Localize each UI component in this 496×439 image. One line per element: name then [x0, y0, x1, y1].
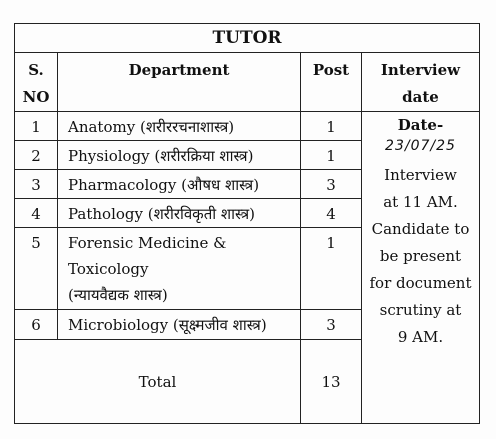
row-sno: 6	[15, 310, 58, 340]
row-post: 1	[301, 112, 362, 141]
interview-note-line: Candidate to	[371, 220, 470, 238]
row-post: 4	[301, 199, 362, 228]
row-sno: 2	[15, 141, 58, 170]
header-sno-line1: S.	[28, 61, 44, 79]
interview-info	[362, 112, 480, 424]
interview-note-line: for document	[369, 274, 472, 292]
row-post: 3	[301, 170, 362, 199]
row-department: Pharmacology (औषध शास्त्र)	[58, 170, 301, 199]
department-line: (न्यायवैद्यक शास्त्र)	[68, 286, 168, 304]
header-interview-line2: date	[402, 88, 439, 106]
tutor-table	[14, 23, 480, 424]
table-row	[15, 112, 480, 141]
row-department: Microbiology (सूक्ष्मजीव शास्त्र)	[58, 310, 301, 340]
row-sno: 5	[15, 228, 58, 310]
row-sno: 1	[15, 112, 58, 141]
total-label: Total	[15, 340, 301, 424]
header-interview-line1: Interview	[380, 61, 461, 79]
row-sno: 3	[15, 170, 58, 199]
header-department: Department	[58, 53, 301, 112]
interview-note-line: scrutiny at	[379, 301, 462, 319]
department-line: Toxicology	[68, 260, 149, 278]
row-department: Anatomy (शरीररचनाशास्त्र)	[58, 112, 301, 141]
row-sno: 4	[15, 199, 58, 228]
row-post: 1	[301, 141, 362, 170]
interview-date-value: 23/07/25	[385, 138, 456, 154]
interview-note-line: be present	[379, 247, 462, 265]
header-sno	[15, 53, 58, 112]
interview-note-line: 9 AM.	[397, 328, 444, 346]
row-post: 3	[301, 310, 362, 340]
row-department	[58, 228, 301, 310]
total-value: 13	[301, 340, 362, 424]
interview-note-line: Interview	[384, 166, 457, 184]
header-sno-line2: NO	[22, 88, 50, 106]
row-department: Physiology (शरीरक्रिया शास्त्र)	[58, 141, 301, 170]
department-line: Forensic Medicine &	[68, 234, 227, 252]
interview-date-label: Date-	[397, 116, 444, 134]
header-interview-date	[362, 53, 480, 112]
row-post: 1	[301, 228, 362, 310]
header-post: Post	[301, 53, 362, 112]
interview-note-line: at 11 AM.	[383, 193, 458, 211]
table-title: TUTOR	[15, 24, 480, 53]
row-department: Pathology (शरीरविकृती शास्त्र)	[58, 199, 301, 228]
